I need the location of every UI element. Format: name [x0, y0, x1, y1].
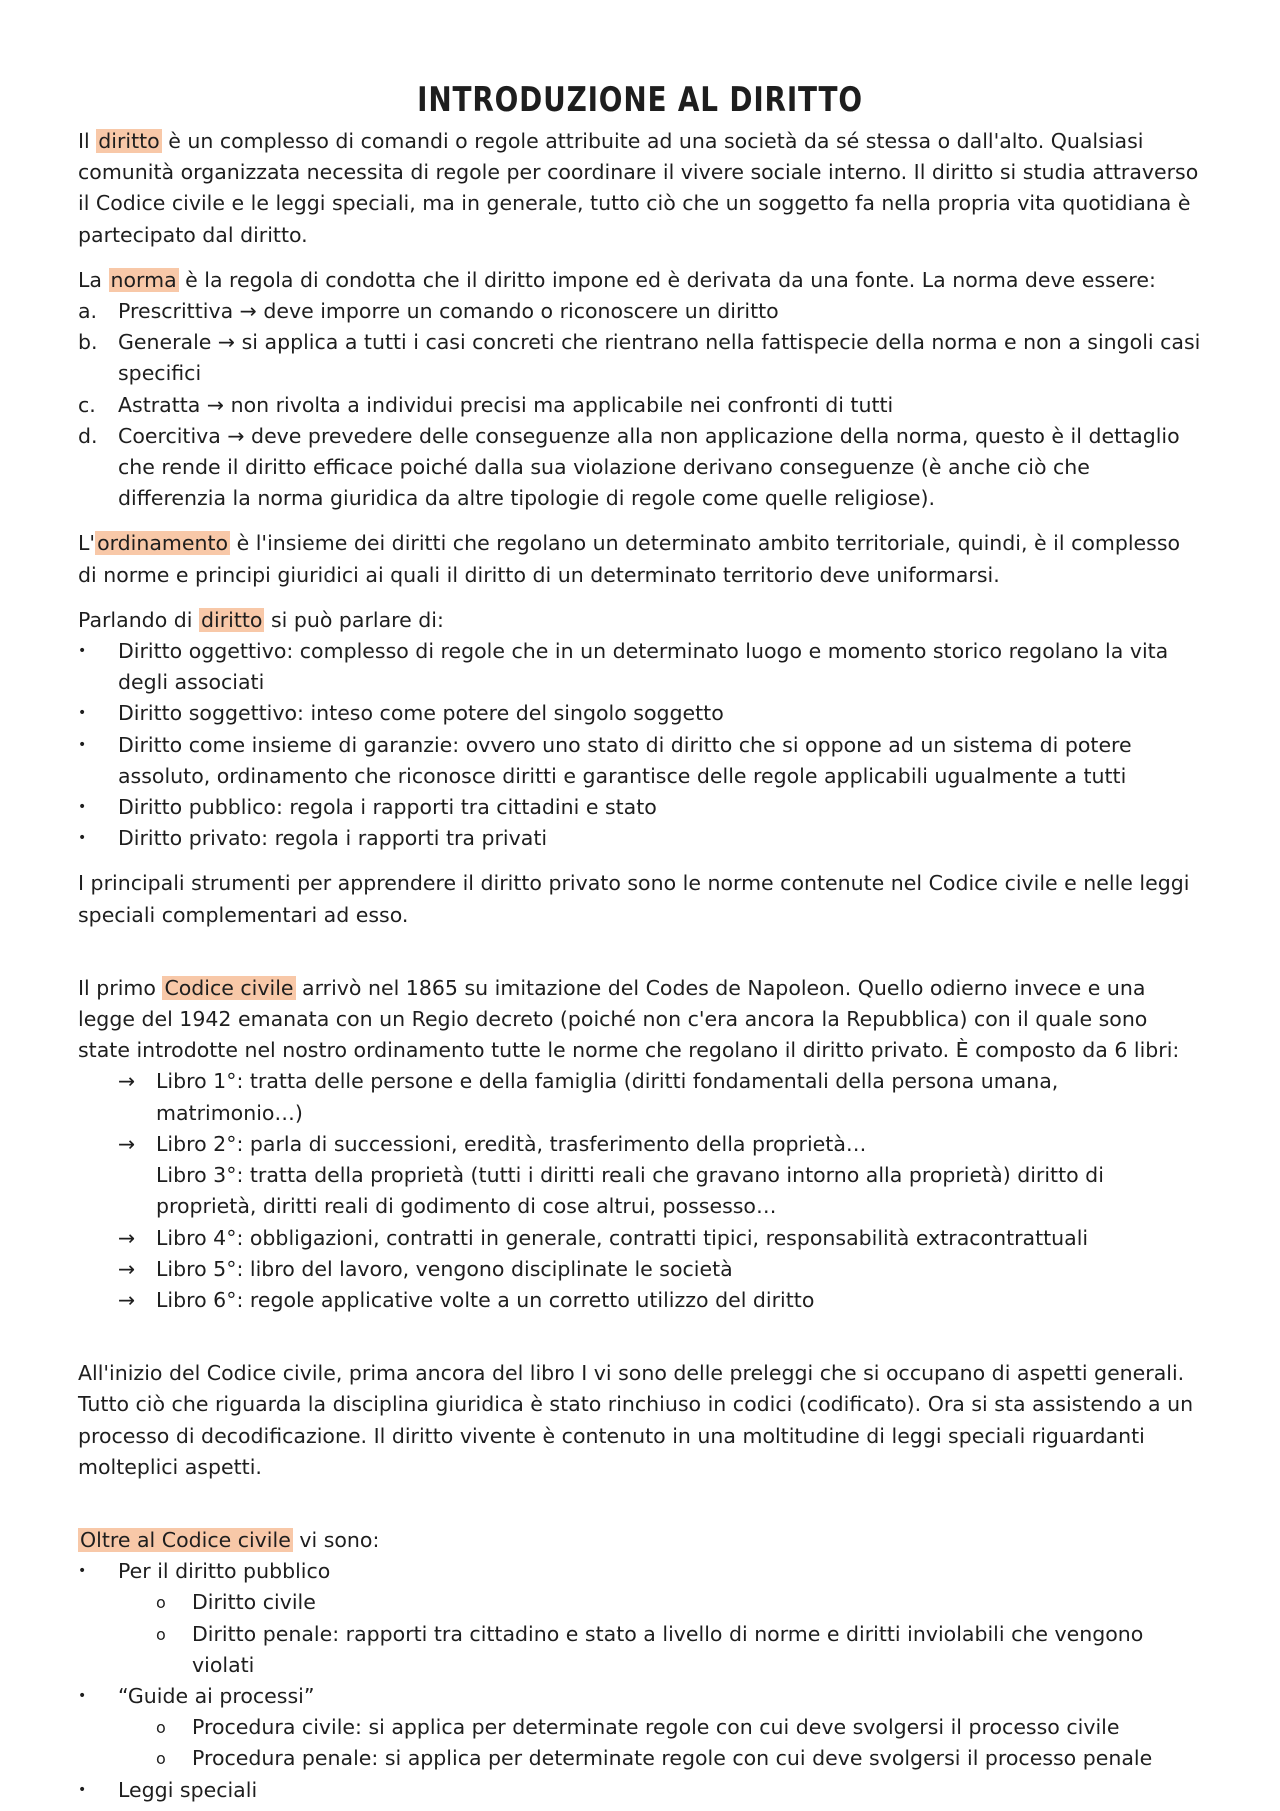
list-item — [78, 823, 1202, 854]
spacer — [78, 1497, 1202, 1525]
sub-item-text: Procedura civile: si applica per determinate regole con cui deve svolgersi il processo civile — [192, 1715, 1120, 1740]
arrow-right-icon: → — [118, 1069, 136, 1094]
document-page — [78, 78, 1202, 1806]
text-run: è la regola di condotta che il diritto impone ed è derivata da una fonte. La norma deve essere: — [178, 267, 1156, 292]
bullet-icon: • — [78, 705, 87, 722]
book-text: Libro 3°: tratta della proprietà (tutti i diritti reali che gravano intorno alla proprietà) diritto di proprietà, diritti reali di godimento di cose altrui, possesso… — [156, 1163, 1104, 1219]
highlight-norma: norma — [110, 267, 177, 292]
paragraph-ordinamento — [78, 528, 1202, 590]
list-item-text: Per il diritto pubblico — [118, 1559, 331, 1584]
sub-list-item — [78, 1587, 1202, 1618]
list-item — [78, 792, 1202, 823]
list-item — [78, 1681, 1202, 1712]
list-item-text: Astratta → non rivolta a individui precisi ma applicabile nei confronti di tutti — [118, 392, 894, 417]
text-run: Il — [78, 129, 97, 153]
bullet-icon: • — [78, 799, 87, 816]
sub-list-item — [78, 1619, 1202, 1681]
book-item — [78, 1129, 1202, 1160]
arrow-right-icon: → — [118, 1131, 136, 1156]
paragraph-diritto — [78, 126, 1202, 251]
section-codice-civile — [78, 973, 1202, 1316]
list-item — [78, 421, 1202, 515]
text-run: L' — [78, 531, 96, 556]
arrow-right-icon: → — [118, 1256, 136, 1281]
paragraph-strumenti: I principali strumenti per apprendere il diritto privato sono le norme contenute nel Codice civile e nelle leggi speciali complementari ad esso. — [78, 871, 1190, 927]
paragraph-preleggi: All'inizio del Codice civile, prima ancora del libro I vi sono delle preleggi che si occupano di aspetti generali. Tutto ciò che riguarda la disciplina giuridica è stato rinchiuso in codici (codificato). Ora si sta assistendo a un processo di decodificazione. Il diritto vivente è contenuto in una moltitudine di leggi speciali riguardanti molteplici aspetti. — [78, 1361, 1194, 1479]
highlight-oltre-codice: Oltre al Codice civile — [80, 1527, 291, 1552]
book-text: Libro 4°: obbligazioni, contratti in generale, contratti tipici, responsabilità extracontrattuali — [156, 1225, 1089, 1250]
text-run: Il primo — [78, 975, 163, 1000]
highlight-codice-civile: Codice civile — [164, 975, 294, 1000]
sub-item-text: Procedura penale: si applica per determinate regole con cui deve svolgersi il processo penale — [192, 1746, 1153, 1771]
section-oltre — [78, 1525, 1202, 1806]
text-run: è un complesso di comandi o regole attribuite ad una società da sé stessa o dall'alto. Qualsiasi comunità organizzata necessita di regole per coordinare il vivere sociale interno. Il diritto si studia attraverso il Codice civile e le leggi speciali, ma in generale, tutto ciò che un soggetto fa nella propria vita quotidiana è partecipato dal diritto. — [78, 129, 1199, 247]
text-run: La — [78, 267, 109, 292]
highlight-diritto: diritto — [98, 129, 160, 153]
list-item-text: Diritto privato: regola i rapporti tra privati — [118, 826, 548, 851]
list-marker: a. — [78, 299, 98, 324]
text-run: Parlando di — [78, 607, 199, 632]
text-run: vi sono: — [292, 1527, 380, 1552]
text-run: arrivò nel 1865 su imitazione del Codes de Napoleon. Quello odierno invece e una legge del 1942 emanata con un Regio decreto (poiché non c'era ancora la Repubblica) con il quale sono state introdotte nel nostro ordinamento tutte le norme che regolano il diritto privato. È composto da 6 libri: — [78, 975, 1180, 1063]
list-item — [78, 390, 1202, 421]
bullet-icon: • — [78, 736, 87, 753]
list-item — [78, 327, 1202, 389]
circle-bullet-icon: o — [156, 1624, 166, 1644]
bullet-icon: • — [78, 1563, 87, 1580]
sub-item-text: Diritto civile — [192, 1590, 316, 1615]
book-item — [78, 1160, 1202, 1222]
book-text: Libro 5°: libro del lavoro, vengono disciplinate le società — [156, 1256, 733, 1281]
bullet-icon: • — [78, 830, 87, 847]
book-item — [78, 1254, 1202, 1285]
bullet-icon: • — [78, 1687, 87, 1704]
text-run: si può parlare di: — [264, 607, 444, 632]
list-item — [78, 1556, 1202, 1587]
list-marker: b. — [78, 330, 98, 355]
arrow-right-icon: → — [118, 1225, 136, 1250]
sub-list-item — [78, 1743, 1202, 1774]
list-marker: c. — [78, 392, 96, 417]
circle-bullet-icon: o — [156, 1593, 166, 1613]
paragraph-norma — [78, 265, 1202, 296]
highlight-diritto-2: diritto — [200, 607, 263, 632]
spacer — [78, 1330, 1202, 1358]
list-item-text: Diritto soggettivo: inteso come potere del singolo soggetto — [118, 701, 724, 726]
bullet-icon: • — [78, 1781, 87, 1798]
book-item — [78, 1066, 1202, 1128]
list-item-text: Generale → si applica a tutti i casi concreti che rientrano nella fattispecie della norma e non a singoli casi specifici — [118, 330, 1201, 386]
book-text: Libro 6°: regole applicative volte a un corretto utilizzo del diritto — [156, 1287, 815, 1312]
list-item-text: Diritto oggettivo: complesso di regole che in un determinato luogo e momento storico regolano la vita degli associati — [118, 639, 1169, 695]
list-item — [78, 698, 1202, 729]
circle-bullet-icon: o — [156, 1718, 166, 1738]
section-tipi-diritto — [78, 605, 1202, 855]
highlight-ordinamento: ordinamento — [97, 531, 229, 556]
book-text: Libro 1°: tratta delle persone e della famiglia (diritti fondamentali della persona umana, matrimonio…) — [156, 1069, 1059, 1125]
list-item-text: Diritto come insieme di garanzie: ovvero uno stato di diritto che si oppone ad un sistema di potere assoluto, ordinamento che riconosce diritti e garantisce delle regole applicabili ugualmente a tutti — [118, 732, 1132, 788]
list-item — [78, 636, 1202, 698]
list-item — [78, 1775, 1202, 1806]
book-item — [78, 1285, 1202, 1316]
book-item — [78, 1223, 1202, 1254]
list-item-text: Prescrittiva → deve imporre un comando o riconoscere un diritto — [118, 299, 779, 324]
page-title: INTRODUZIONE AL DIRITTO — [417, 80, 863, 120]
list-marker: d. — [78, 423, 98, 448]
list-item-text: Diritto pubblico: regola i rapporti tra cittadini e stato — [118, 795, 657, 820]
arrow-right-icon — [118, 1160, 156, 1222]
circle-bullet-icon: o — [156, 1749, 166, 1769]
sub-list-item — [78, 1712, 1202, 1743]
arrow-right-icon: → — [118, 1287, 136, 1312]
list-item — [78, 730, 1202, 792]
section-norma — [78, 265, 1202, 515]
spacer — [78, 945, 1202, 973]
list-item-text: Coercitiva → deve prevedere delle conseguenze alla non applicazione della norma, questo è il dettaglio che rende il diritto efficace poiché dalla sua violazione derivano conseguenze (è anche ciò che differenzia la norma giuridica da altre tipologie di regole come quelle religiose). — [118, 423, 1180, 511]
list-item-text: “Guide ai processi” — [118, 1683, 315, 1708]
list-item — [78, 296, 1202, 327]
book-text: Libro 2°: parla di successioni, eredità, trasferimento della proprietà… — [156, 1131, 867, 1156]
paragraph-oltre — [78, 1525, 1202, 1556]
sub-item-text: Diritto penale: rapporti tra cittadino e stato a livello di norme e diritti inviolabili che vengono violati — [192, 1621, 1144, 1677]
list-item-text: Leggi speciali — [118, 1777, 258, 1802]
bullet-icon: • — [78, 643, 87, 660]
paragraph-codice — [78, 973, 1202, 1067]
paragraph-parlando — [78, 605, 1202, 636]
text-run: è l'insieme dei diritti che regolano un determinato ambito territoriale, quindi, è il complesso di norme e principi giuridici ai quali il diritto di un determinato territorio deve uniformarsi. — [78, 531, 1181, 587]
